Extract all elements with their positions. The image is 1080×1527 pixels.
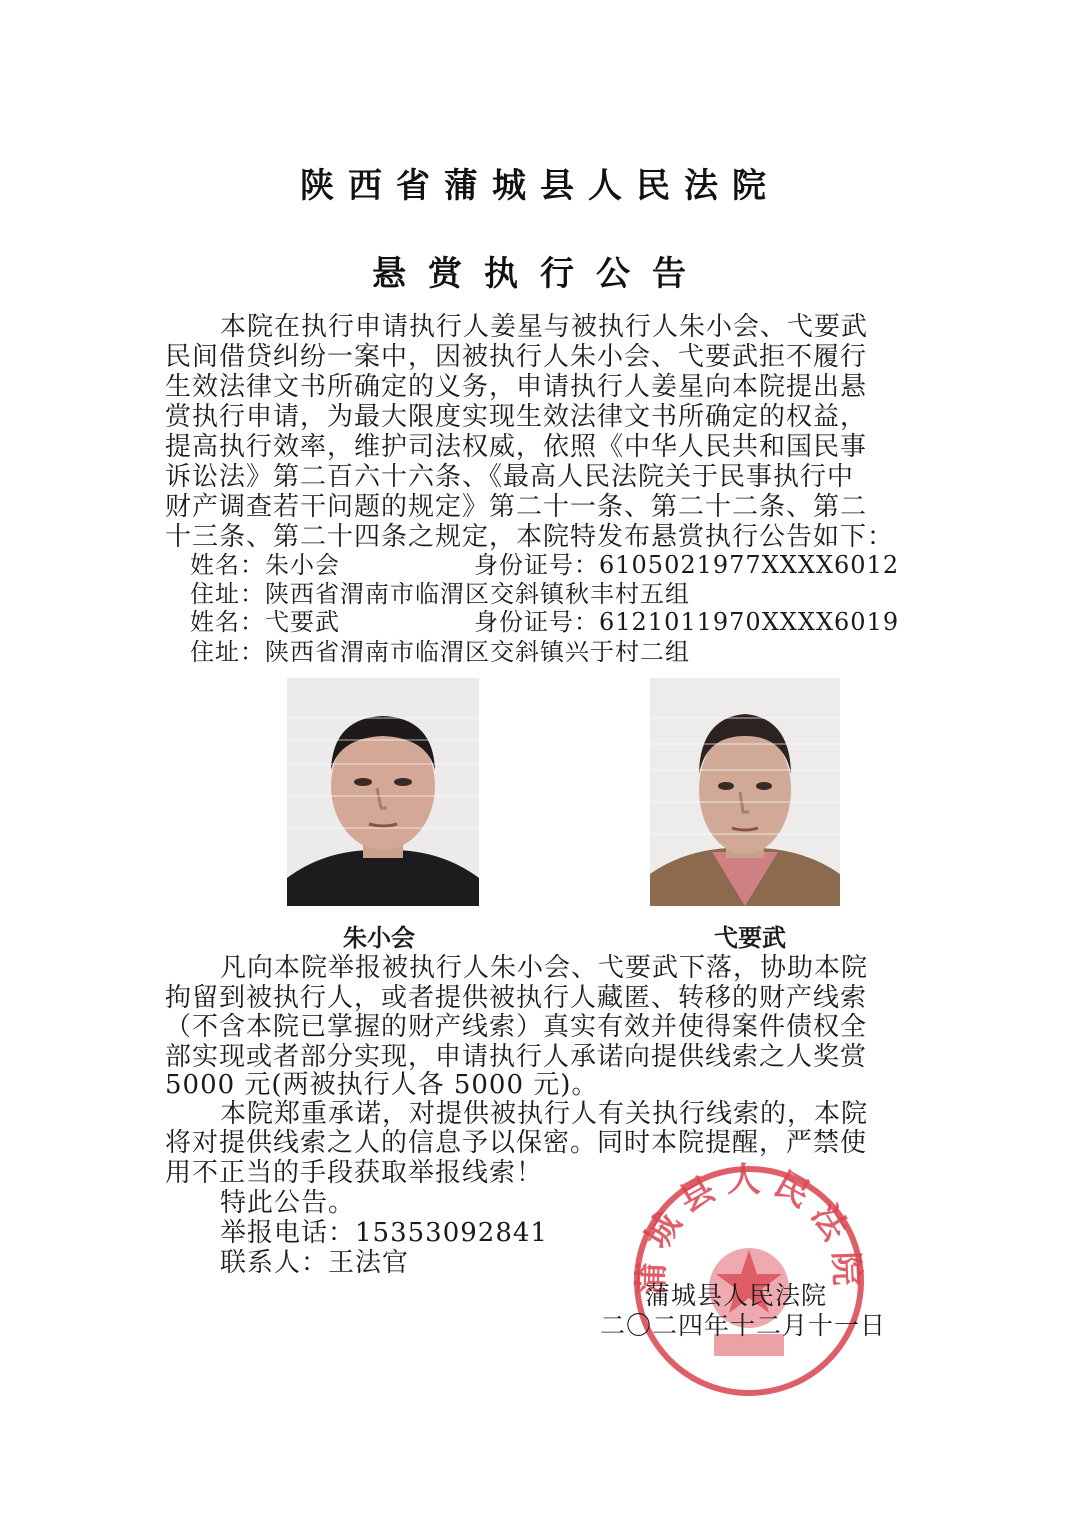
contact-person: 联系人：王法官 (220, 1248, 410, 1278)
reward-line: 拘留到被执行人，或者提供被执行人藏匿、转移的财产线索 (165, 983, 868, 1013)
person1-photo (287, 678, 479, 906)
person1-id: 身份证号：6105021977XXXX6012 (474, 551, 900, 579)
svg-text:蒲城县人民法院: 蒲城县人民法院 (631, 1159, 867, 1297)
intro-line: 财产调查若干问题的规定》第二十一条、第二十二条、第二 (165, 492, 868, 522)
reward-line: 部实现或者部分实现，申请执行人承诺向提供线索之人奖赏 (165, 1042, 868, 1072)
person1-address: 住址：陕西省渭南市临渭区交斜镇秋丰村五组 (190, 580, 690, 608)
court-name: 陕西省蒲城县人民法院 (300, 166, 780, 206)
closing-text: 特此公告。 (220, 1188, 356, 1218)
intro-line: 民间借贷纠纷一案中，因被执行人朱小会、弋要武拒不履行 (165, 342, 868, 372)
person1-caption: 朱小会 (343, 924, 415, 952)
intro-line: 十三条、第二十四条之规定，本院特发布悬赏执行公告如下： (165, 522, 895, 552)
notice-title: 悬赏执行公告 (372, 254, 708, 294)
intro-line: 提高执行效率，维护司法权威，依照《中华人民共和国民事 (165, 432, 868, 462)
privacy-line: 本院郑重承诺，对提供被执行人有关执行线索的，本院 (220, 1099, 869, 1129)
reward-line: 凡向本院举报被执行人朱小会、弋要武下落，协助本院 (220, 953, 869, 983)
intro-line: 本院在执行申请执行人姜星与被执行人朱小会、弋要武 (220, 312, 869, 342)
person2-caption: 弋要武 (714, 924, 786, 952)
person2-address: 住址：陕西省渭南市临渭区交斜镇兴于村二组 (190, 638, 690, 666)
intro-line: 生效法律文书所确定的义务，申请执行人姜星向本院提出悬 (165, 372, 868, 402)
privacy-line: 用不正当的手段获取举报线索！ (165, 1158, 544, 1188)
contact-phone: 举报电话：15353092841 (220, 1218, 548, 1248)
intro-line: 诉讼法》第二百六十六条、《最高人民法院关于民事执行中 (165, 462, 855, 492)
person2-name: 姓名：弋要武 (190, 608, 340, 636)
reward-line: （不含本院已掌握的财产线索）真实有效并使得案件债权全 (165, 1012, 868, 1042)
signature-court: 蒲城县人民法院 (645, 1281, 828, 1310)
intro-line: 赏执行申请，为最大限度实现生效法律文书所确定的权益， (165, 402, 868, 432)
signature-date: 二〇二四年十二月十一日 (600, 1311, 887, 1340)
reward-line: 5000 元(两被执行人各 5000 元)。 (165, 1070, 599, 1100)
person2-id: 身份证号：6121011970XXXX6019 (474, 608, 900, 636)
privacy-line: 将对提供线索之人的信息予以保密。同时本院提醒，严禁使 (165, 1128, 868, 1158)
person1-name: 姓名：朱小会 (190, 551, 340, 579)
person2-photo (650, 678, 840, 906)
